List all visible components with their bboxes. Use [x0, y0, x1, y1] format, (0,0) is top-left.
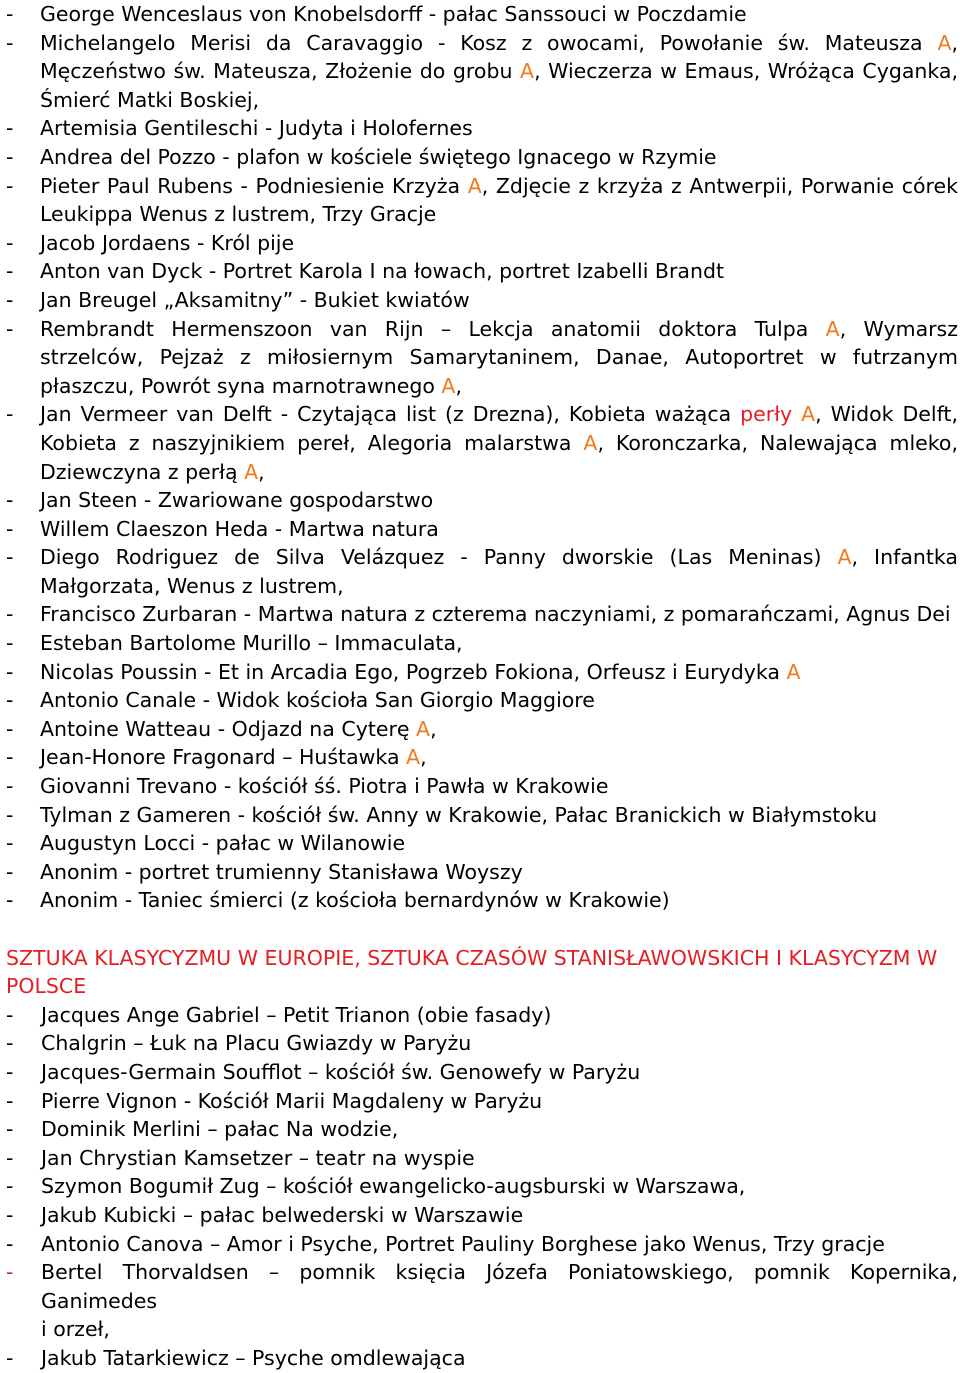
list-item	[0, 515, 960, 544]
list-bullet-dash: -	[6, 287, 14, 312]
list-item	[0, 600, 960, 629]
list-item-text	[40, 772, 960, 801]
illustration-marker: A	[825, 316, 840, 341]
list-item	[0, 229, 960, 258]
illustration-marker: A	[583, 430, 598, 455]
list-item	[0, 172, 960, 229]
text-run: ,	[430, 716, 437, 741]
list-item-text	[40, 229, 960, 258]
list-item-text	[40, 600, 960, 629]
text-run: ,	[420, 745, 427, 770]
text-run: Antonio Canova – Amor i Psyche, Portret Pauliny Borghese jako Wenus, Trzy gracje	[41, 1231, 885, 1256]
artist-list-classicism	[0, 1001, 960, 1373]
text-run: George Wenceslaus von Knobelsdorff - pałac Sanssouci w Poczdamie	[40, 2, 747, 26]
list-item	[0, 1344, 960, 1373]
list-item	[0, 143, 960, 172]
list-item-text	[40, 658, 960, 687]
list-item-text	[40, 886, 960, 915]
list-bullet-dash: -	[6, 1031, 14, 1056]
list-item	[0, 801, 960, 830]
text-run: Pierre Vignon - Kościół Marii Magdaleny w Paryżu	[41, 1088, 543, 1113]
list-item-text	[40, 0, 960, 29]
list-item-text	[40, 29, 960, 115]
illustration-marker: A	[244, 459, 259, 484]
list-item-text	[40, 686, 960, 715]
list-item-text	[40, 801, 960, 830]
list-bullet-dash: -	[6, 402, 14, 427]
list-bullet-dash: -	[6, 144, 14, 169]
illustration-marker: A	[520, 59, 535, 84]
text-run: Rembrandt Hermenszoon van Rijn – Lekcja anatomii doktora Tulpa	[40, 316, 826, 341]
section-gap	[0, 915, 960, 944]
list-item-text	[41, 1001, 960, 1030]
list-item	[0, 1172, 960, 1201]
list-item-text	[40, 829, 960, 858]
text-run: Andrea del Pozzo - plafon w kościele świętego Ignacego w Rzymie	[40, 144, 717, 169]
section-heading: SZTUKA KLASYCYZMU W EUROPIE, SZTUKA CZASÓW STANISŁAWOWSKICH I KLASYCYZM W POLSCE	[6, 945, 938, 999]
list-item-text	[41, 1144, 960, 1173]
list-item-text	[40, 400, 960, 486]
list-item-text	[41, 1115, 960, 1144]
list-item-text	[40, 715, 960, 744]
list-item	[0, 629, 960, 658]
list-bullet-dash: -	[6, 631, 14, 656]
text-run: ,	[258, 459, 265, 484]
text-run: Augustyn Locci - pałac w Wilanowie	[40, 831, 406, 856]
text-run: Esteban Bartolome Murillo – Immaculata,	[40, 631, 463, 656]
list-bullet-dash: -	[6, 30, 14, 55]
list-item-text	[40, 114, 960, 143]
list-item	[0, 858, 960, 887]
list-bullet-dash: -	[6, 116, 14, 141]
text-run: Jan Chrystian Kamsetzer – teatr na wyspie	[41, 1145, 475, 1170]
list-bullet-dash: -	[6, 1231, 14, 1256]
list-item-text	[40, 486, 960, 515]
list-bullet-dash: -	[6, 1145, 14, 1170]
list-item	[0, 715, 960, 744]
text-run: Dominik Merlini – pałac Na wodzie,	[41, 1117, 399, 1142]
list-item-text	[41, 1344, 960, 1373]
text-run: Bertel Thorvaldsen – pomnik księcia Józefa Poniatowskiego, pomnik Kopernika, Ganimedes	[41, 1260, 958, 1313]
text-run: Jakub Tatarkiewicz – Psyche omdlewająca	[41, 1345, 466, 1370]
list-bullet-dash: -	[6, 545, 14, 570]
text-run: , Zdjęcie z krzyża z Antwerpii, Porwanie córek Leukippa Wenus z lustrem, Trzy Gracje	[40, 173, 958, 227]
list-item-text	[41, 1258, 960, 1344]
list-item	[0, 886, 960, 915]
text-run: Nicolas Poussin - Et in Arcadia Ego, Pogrzeb Fokiona, Orfeusz i Eurydyka	[40, 659, 787, 684]
text-run: Jan Vermeer van Delft - Czytająca list (z Drezna), Kobieta ważąca	[40, 402, 741, 427]
list-item	[0, 257, 960, 286]
text-run: Jacques-Germain Soufflot – kościół św. Genowefy w Paryżu	[41, 1059, 641, 1084]
text-run: , Męczeństwo św. Mateusza, Złożenie do grobu	[40, 30, 958, 84]
text-run: Tylman z Gameren - kościół św. Anny w Krakowie, Pałac Branickich w Białymstoku	[40, 802, 878, 827]
list-bullet-dash: -	[6, 488, 14, 513]
text-run: Giovanni Trevano - kościół śś. Piotra i Pawła w Krakowie	[40, 774, 609, 799]
text-run: Willem Claeszon Heda - Martwa natura	[40, 516, 439, 541]
list-item-text	[40, 143, 960, 172]
list-bullet-dash: -	[6, 745, 14, 770]
list-bullet-dash: -	[6, 602, 14, 627]
list-item-text	[40, 858, 960, 887]
list-item	[0, 743, 960, 772]
illustration-marker: A	[801, 402, 816, 427]
illustration-marker: A	[786, 659, 801, 684]
list-item-text	[41, 1230, 960, 1259]
text-run: Francisco Zurbaran - Martwa natura z czterema naczyniami, z pomarańczami, Agnus Dei	[40, 602, 951, 627]
list-item	[0, 486, 960, 515]
list-item	[0, 543, 960, 600]
list-item	[0, 658, 960, 687]
list-item	[0, 1144, 960, 1173]
text-run: , Wymarsz strzelców, Pejzaż z miłosiernym Samarytaninem, Danae, Autoportret w futrzanym płaszczu, Powrót syna marnotrawnego	[40, 316, 958, 398]
list-bullet-dash: -	[6, 774, 14, 799]
text-run: Chalgrin – Łuk na Placu Gwiazdy w Paryżu	[41, 1031, 472, 1056]
text-run: , Infantka Małgorzata, Wenus z lustrem,	[40, 545, 958, 598]
list-bullet-dash: -	[6, 1174, 14, 1199]
text-run: Anton van Dyck - Portret Karola I na łowach, portret Izabelli Brandt	[40, 259, 725, 284]
list-item-text	[41, 1087, 960, 1116]
list-item-text	[41, 1201, 960, 1230]
list-item-text	[40, 257, 960, 286]
text-run: Anonim - Taniec śmierci (z kościoła bernardynów w Krakowie)	[40, 888, 670, 913]
list-bullet-dash: -	[6, 716, 14, 741]
list-item-text	[40, 743, 960, 772]
list-item	[0, 29, 960, 115]
list-item	[0, 286, 960, 315]
list-item-text	[40, 315, 960, 401]
list-bullet-dash: -	[6, 173, 14, 198]
text-run: Jan Steen - Zwariowane gospodarstwo	[40, 488, 434, 513]
text-run: Antonio Canale - Widok kościoła San Giorgio Maggiore	[40, 688, 595, 713]
text-run: Pieter Paul Rubens - Podniesienie Krzyża	[40, 173, 468, 198]
list-item-text	[41, 1172, 960, 1201]
illustration-marker: A	[441, 373, 456, 398]
text-run	[792, 402, 801, 426]
text-run: , Koronczarka, Nalewająca mleko, Dziewczyna z perłą	[40, 430, 958, 484]
text-run: ,	[455, 373, 462, 398]
text-run: Diego Rodriguez de Silva Velázquez - Panny dworskie (Las Meninas)	[40, 545, 838, 570]
list-item	[0, 1001, 960, 1030]
list-item-text	[40, 286, 960, 315]
list-bullet-dash: -	[6, 1117, 14, 1142]
list-item-text	[41, 1029, 960, 1058]
list-bullet-dash: -	[6, 1202, 14, 1227]
list-item	[0, 772, 960, 801]
list-item-text	[40, 515, 960, 544]
text-run: Antoine Watteau - Odjazd na Cyterę	[40, 716, 417, 741]
list-item-text	[41, 1058, 960, 1087]
text-run: Jan Breugel „Aksamitny” - Bukiet kwiatów	[40, 287, 470, 312]
list-bullet-dash: -	[6, 230, 14, 255]
list-bullet-dash: -	[6, 1088, 14, 1113]
illustration-marker: A	[837, 545, 852, 570]
list-bullet-dash: -	[6, 859, 14, 884]
text-run: , Widok Delft, Kobieta z naszyjnikiem pereł, Alegoria malarstwa	[40, 402, 958, 455]
list-item	[0, 1087, 960, 1116]
text-run: Szymon Bogumił Zug – kościół ewangelicko-augsburski w Warszawa,	[41, 1174, 746, 1199]
list-item	[0, 1115, 960, 1144]
text-run: Michelangelo Merisi da Caravaggio - Kosz z owocami, Powołanie św. Mateusza	[40, 30, 938, 55]
list-item-text	[40, 172, 960, 229]
text-run: Artemisia Gentileschi - Judyta i Holofernes	[40, 116, 473, 141]
list-bullet-dash: -	[6, 831, 14, 856]
list-item	[0, 0, 960, 29]
illustration-marker: A	[416, 716, 431, 741]
text-run: Jean-Honore Fragonard – Huśtawka	[40, 745, 407, 770]
text-run: i orzeł,	[41, 1317, 110, 1342]
list-item-text	[40, 629, 960, 658]
list-item	[0, 1201, 960, 1230]
illustration-marker: A	[406, 745, 421, 770]
list-bullet-dash: -	[6, 1059, 14, 1084]
highlighted-word: perły	[740, 402, 793, 427]
list-item	[0, 400, 960, 486]
text-run: Jacques Ange Gabriel – Petit Trianon (obie fasady)	[41, 1002, 552, 1027]
list-item	[0, 315, 960, 401]
list-bullet-dash: -	[6, 2, 14, 26]
list-item-text	[40, 543, 960, 600]
list-bullet-dash: -	[6, 802, 14, 827]
list-item	[0, 1258, 960, 1344]
text-run: Anonim - portret trumienny Stanisława Woyszy	[40, 859, 523, 884]
list-item	[0, 1230, 960, 1259]
list-bullet-dash: -	[6, 259, 14, 284]
list-item	[0, 114, 960, 143]
list-item	[0, 829, 960, 858]
illustration-marker: A	[937, 30, 952, 55]
list-bullet-dash: -	[6, 659, 14, 684]
list-bullet-dash: -	[6, 1260, 14, 1285]
list-bullet-dash: -	[6, 516, 14, 541]
text-run: , Wieczerza w Emaus, Wróżąca Cyganka, Śmierć Matki Boskiej,	[40, 59, 958, 112]
list-bullet-dash: -	[6, 316, 14, 341]
list-bullet-dash: -	[6, 688, 14, 713]
list-bullet-dash: -	[6, 1002, 14, 1027]
text-run: Jakub Kubicki – pałac belwederski w Warszawie	[41, 1202, 524, 1227]
illustration-marker: A	[467, 173, 482, 198]
list-item	[0, 1029, 960, 1058]
list-item	[0, 1058, 960, 1087]
list-bullet-dash: -	[6, 888, 14, 913]
list-item	[0, 686, 960, 715]
text-run: Jacob Jordaens - Król pije	[40, 230, 295, 255]
list-bullet-dash: -	[6, 1345, 14, 1370]
